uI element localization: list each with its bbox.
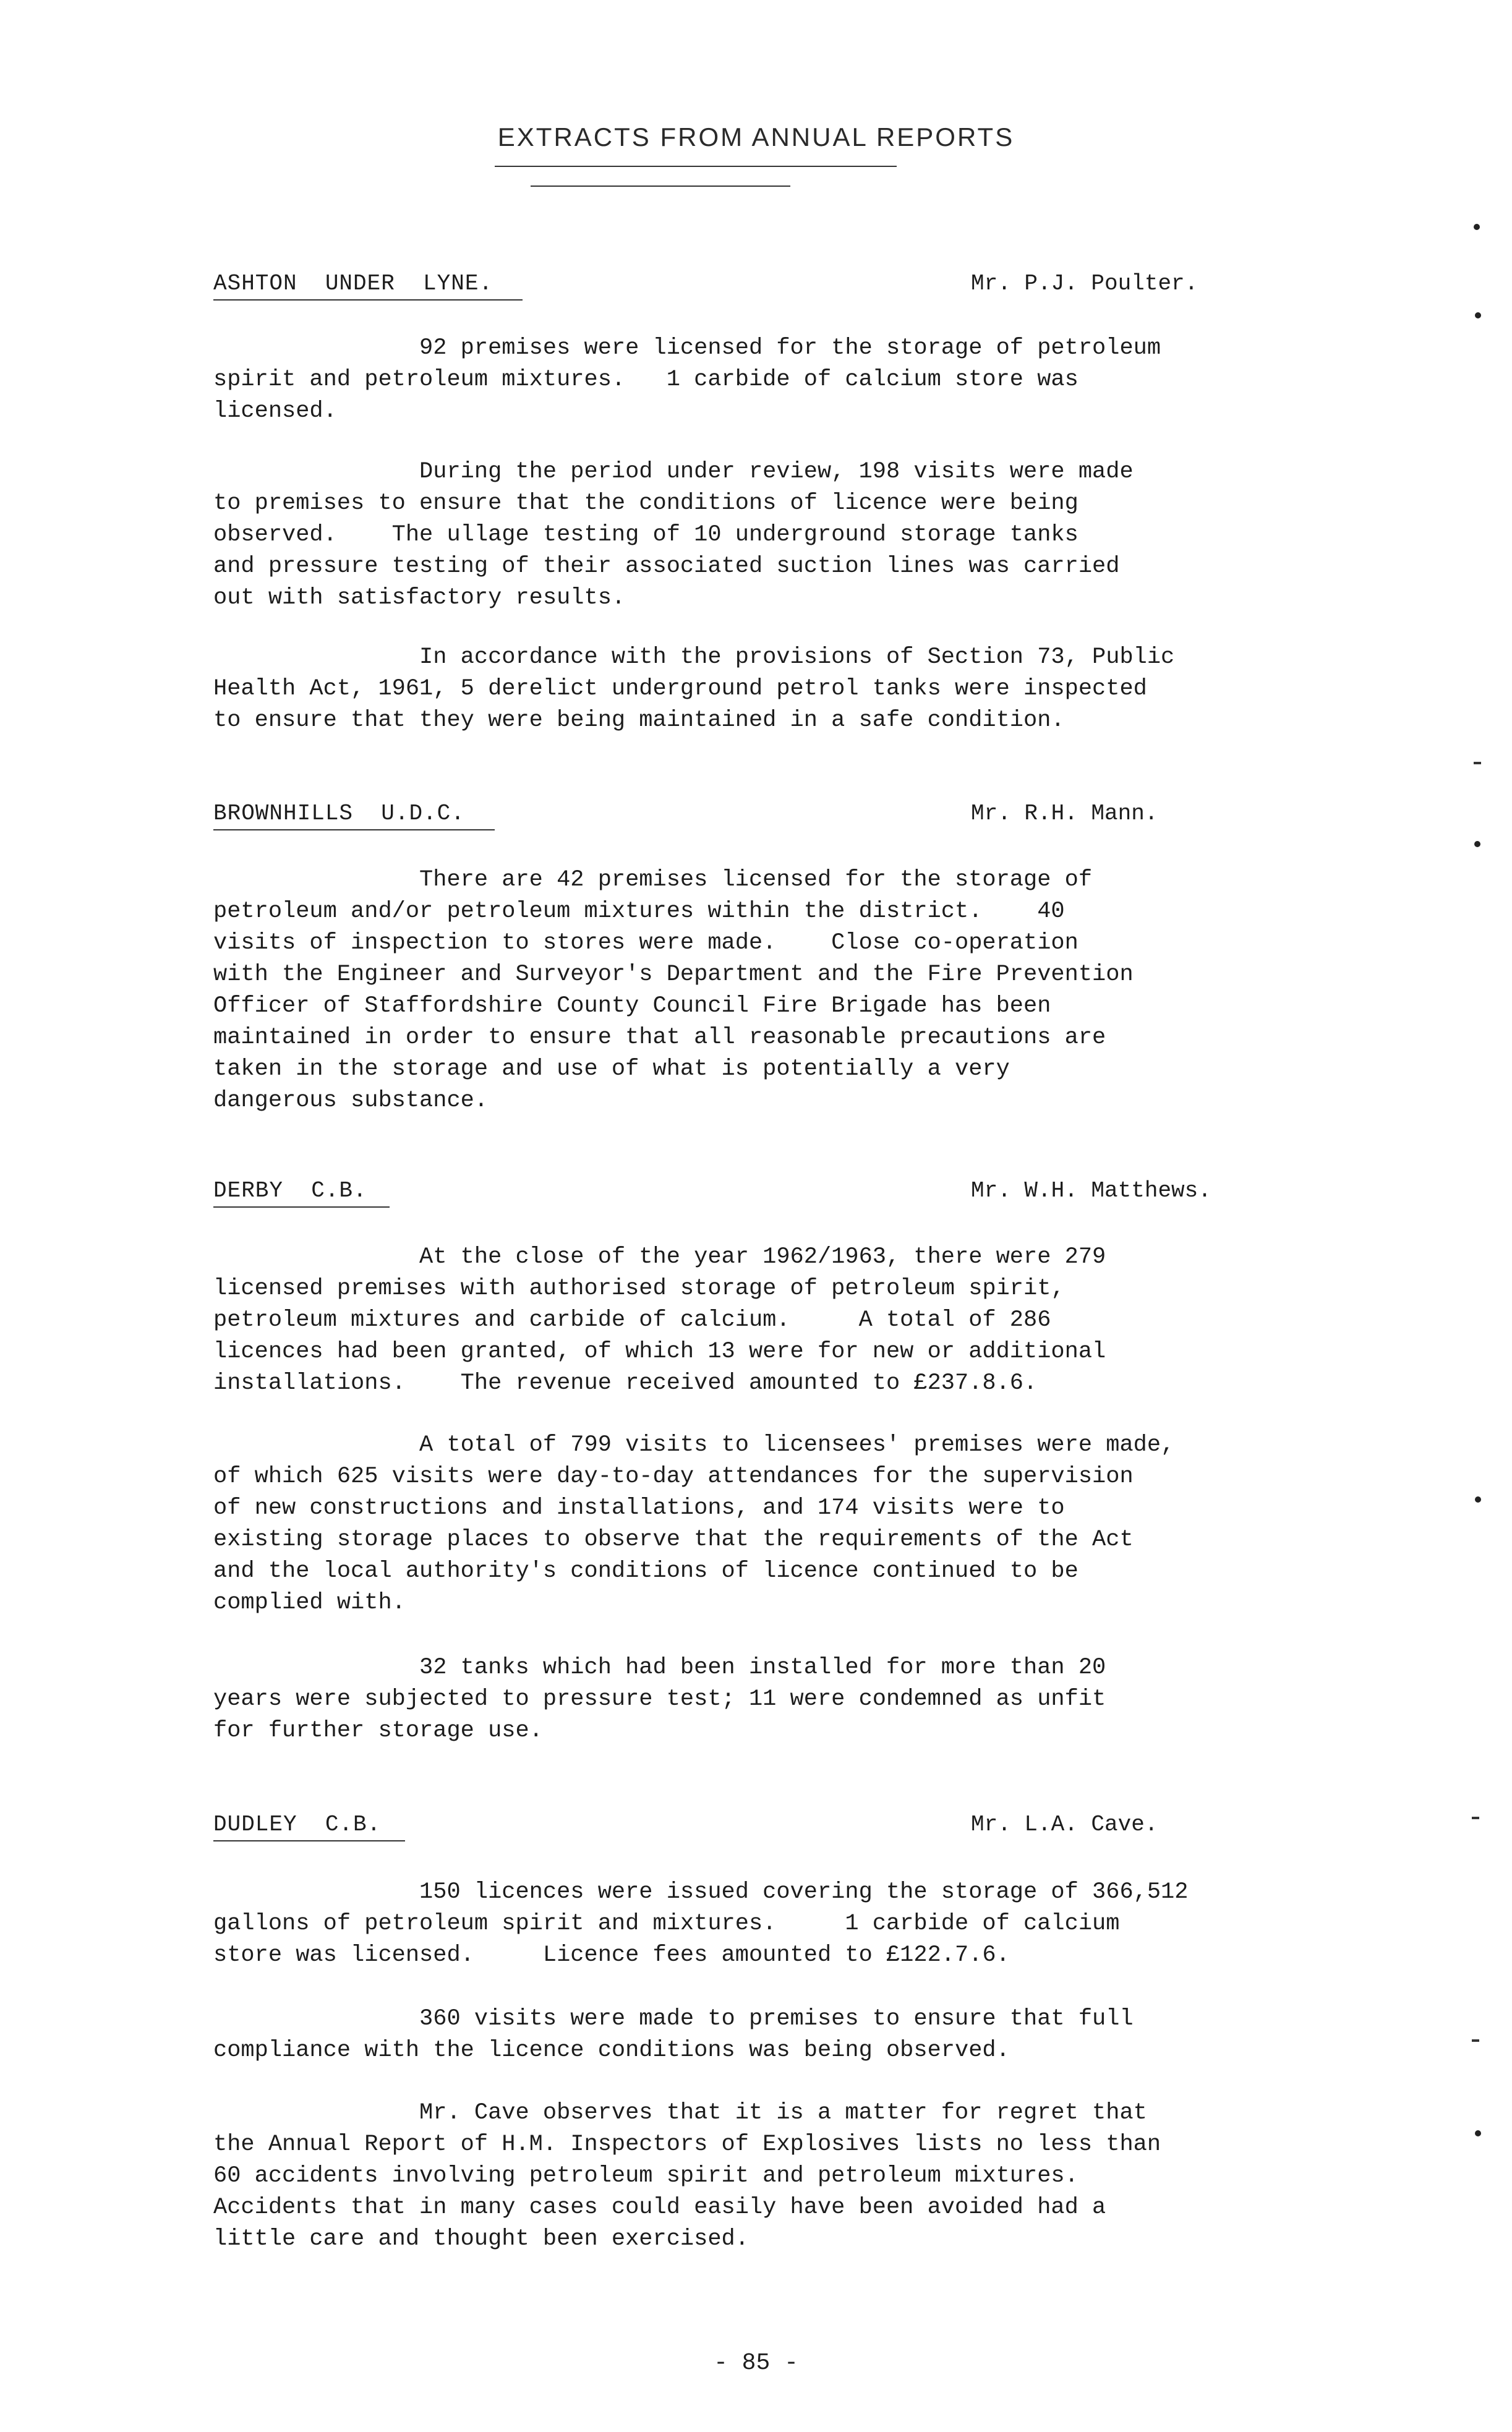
scan-speck: [1475, 2130, 1481, 2136]
page-number: - 85 -: [714, 2350, 798, 2376]
section-paragraph: At the close of the year 1962/1963, there were 279 licensed premises with authorised storage of petroleum spirit, petroleum mixtures and carbide of calcium. A total of 286 licences had been granted, of which 13 were for new or additional installations. The revenue received amounted to £237.8.6.: [213, 1244, 1106, 1396]
scan-speck: [1472, 2039, 1479, 2042]
section-place: DUDLEY C.B.: [213, 1812, 382, 1837]
place-underline: [213, 829, 495, 830]
section-heading: [213, 1812, 1320, 1843]
section-place: DERBY C.B.: [213, 1178, 367, 1203]
place-underline: [213, 299, 523, 301]
place-underline: [213, 1840, 405, 1841]
section-paragraph: Mr. Cave observes that it is a matter for regret that the Annual Report of H.M. Inspectors of Explosives lists no less than 60 accidents involving petroleum spirit and petroleum mixtures. Accidents that in many cases could easily have been avoided had a little care and thought been exercised.: [213, 2100, 1161, 2252]
section-paragraph: 32 tanks which had been installed for more than 20 years were subjected to pressure test; 11 were condemned as unfit for further storage use.: [213, 1655, 1106, 1744]
section-paragraph: There are 42 premises licensed for the storage of petroleum and/or petroleum mixtures within the district. 40 visits of inspection to stores were made. Close co-operation with the Engineer and Surveyor's Department and the Fire Prevention Officer of Staffordshire County Council Fire Brigade has been maintained in order to ensure that all reasonable precautions are taken in the storage and use of what is potentially a very dangerous substance.: [213, 867, 1134, 1114]
scan-speck: [1475, 312, 1481, 318]
section-place: ASHTON UNDER LYNE.: [213, 271, 493, 296]
section-officer: Mr. L.A. Cave.: [971, 1812, 1158, 1837]
section-officer: Mr. R.H. Mann.: [971, 801, 1158, 826]
section-paragraph: 360 visits were made to premises to ensure that full compliance with the licence conditions was being observed.: [213, 2006, 1134, 2063]
section-heading: [213, 271, 1320, 302]
title-underline-short: [531, 186, 790, 187]
section-officer: Mr. W.H. Matthews.: [971, 1178, 1211, 1203]
scan-speck: [1472, 1817, 1479, 1819]
section-place: BROWNHILLS U.D.C.: [213, 801, 465, 826]
section-heading: [213, 801, 1320, 832]
scan-speck: [1475, 1496, 1481, 1503]
scan-speck: [1474, 762, 1481, 764]
section-paragraph: In accordance with the provisions of Section 73, Public Health Act, 1961, 5 derelict underground petrol tanks were inspected to ensure that they were being maintained in a safe condition.: [213, 644, 1175, 733]
section-paragraph: During the period under review, 198 visits were made to premises to ensure that the conditions of licence were being observed. The ullage testing of 10 underground storage tanks and pressure testing of their associated suction lines was carried out with satisfactory results.: [213, 459, 1134, 611]
section-officer: Mr. P.J. Poulter.: [971, 271, 1198, 296]
page-title: EXTRACTS FROM ANNUAL REPORTS: [497, 122, 1015, 151]
scan-speck: [1474, 224, 1480, 230]
section-paragraph: A total of 799 visits to licensees' premises were made, of which 625 visits were day-to-day attendances for the supervision of new constructions and installations, and 174 visits were to existing storage places to observe that the requirements of the Act and the local authority's conditions of licence continued to be complied with.: [213, 1432, 1175, 1616]
scan-speck: [1474, 841, 1480, 847]
section-paragraph: 92 premises were licensed for the storage of petroleum spirit and petroleum mixtures. 1 carbide of calcium store was licensed.: [213, 335, 1161, 424]
section-paragraph: 150 licences were issued covering the storage of 366,512 gallons of petroleum spirit and mixtures. 1 carbide of calcium store was licensed. Licence fees amounted to £122.7.6.: [213, 1879, 1189, 1968]
title-underline: [495, 166, 897, 167]
section-heading: [213, 1178, 1320, 1209]
place-underline: [213, 1206, 390, 1208]
